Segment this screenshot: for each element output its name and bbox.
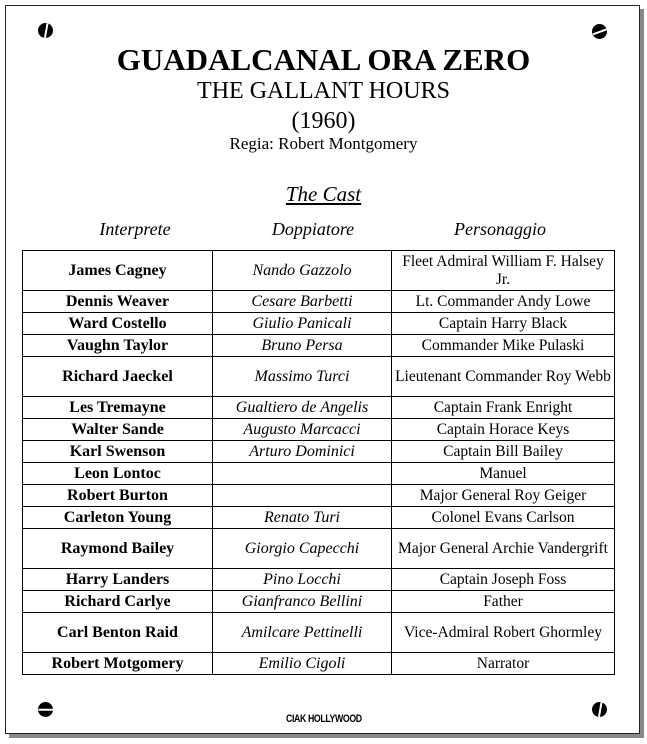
role-cell: Manuel: [392, 463, 615, 485]
table-row: [23, 441, 615, 463]
role-cell: Colonel Evans Carlson: [392, 507, 615, 529]
dubber-cell: Augusto Marcacci: [213, 419, 392, 441]
role-cell: Captain Joseph Foss: [392, 569, 615, 591]
dubber-cell: Massimo Turci: [213, 357, 392, 397]
dubber-cell: Arturo Dominici: [213, 441, 392, 463]
dubber-cell: Cesare Barbetti: [213, 291, 392, 313]
cast-heading: The Cast: [285, 182, 362, 206]
dubber-cell: Gianfranco Bellini: [213, 591, 392, 613]
table-row: [23, 251, 615, 291]
actor-cell: Ward Costello: [23, 313, 213, 335]
role-cell: Fleet Admiral William F. Halsey Jr.: [392, 251, 615, 291]
dubber-cell: Amilcare Pettinelli: [213, 613, 392, 653]
role-cell: Major General Archie Vandergrift: [392, 529, 615, 569]
year: (1960): [291, 108, 356, 134]
role-cell: Vice-Admiral Robert Ghormley: [392, 613, 615, 653]
dubber-cell: Giorgio Capecchi: [213, 529, 392, 569]
actor-cell: Richard Carlye: [23, 591, 213, 613]
table-row: [23, 485, 615, 507]
table-row: [23, 313, 615, 335]
table-row: [23, 397, 615, 419]
screw-icon: [592, 24, 607, 39]
dubber-cell: Gualtiero de Angelis: [213, 397, 392, 419]
dubber-cell: Giulio Panicali: [213, 313, 392, 335]
actor-cell: James Cagney: [23, 251, 213, 291]
column-header-doppiatore: Doppiatore: [271, 219, 355, 239]
role-cell: Captain Frank Enright: [392, 397, 615, 419]
table-row: [23, 613, 615, 653]
table-row: [23, 419, 615, 441]
column-header-personaggio: Personaggio: [454, 219, 546, 239]
actor-cell: Les Tremayne: [23, 397, 213, 419]
dubber-cell: Emilio Cigoli: [213, 653, 392, 675]
role-cell: Lieutenant Commander Roy Webb: [392, 357, 615, 397]
table-row: [23, 591, 615, 613]
table-row: [23, 529, 615, 569]
dubber-cell: Renato Turi: [213, 507, 392, 529]
actor-cell: Dennis Weaver: [23, 291, 213, 313]
actor-cell: Robert Burton: [23, 485, 213, 507]
role-cell: Commander Mike Pulaski: [392, 335, 615, 357]
column-header-interprete: Interprete: [99, 219, 171, 239]
actor-cell: Carl Benton Raid: [23, 613, 213, 653]
table-row: [23, 507, 615, 529]
actor-cell: Carleton Young: [23, 507, 213, 529]
screw-icon: [38, 702, 53, 717]
dubber-cell: [213, 463, 392, 485]
actor-cell: Karl Swenson: [23, 441, 213, 463]
actor-cell: Leon Lontoc: [23, 463, 213, 485]
dubber-cell: Bruno Persa: [213, 335, 392, 357]
role-cell: Narrator: [392, 653, 615, 675]
original-title: THE GALLANT HOURS: [197, 78, 450, 104]
actor-cell: Vaughn Taylor: [23, 335, 213, 357]
role-cell: Captain Harry Black: [392, 313, 615, 335]
actor-cell: Raymond Bailey: [23, 529, 213, 569]
logo: CIAK HOLLYWOOD: [286, 713, 362, 725]
table-row: [23, 569, 615, 591]
role-cell: Captain Horace Keys: [392, 419, 615, 441]
dubber-cell: Nando Gazzolo: [213, 251, 392, 291]
dubber-cell: [213, 485, 392, 507]
screw-icon: [592, 702, 607, 717]
screw-icon: [38, 23, 53, 38]
director: Regia: Robert Montgomery: [229, 134, 418, 153]
role-cell: Captain Bill Bailey: [392, 441, 615, 463]
table-row: [23, 291, 615, 313]
actor-cell: Richard Jaeckel: [23, 357, 213, 397]
actor-cell: Walter Sande: [23, 419, 213, 441]
actor-cell: Robert Motgomery: [23, 653, 213, 675]
role-cell: Major General Roy Geiger: [392, 485, 615, 507]
dubber-cell: Pino Locchi: [213, 569, 392, 591]
table-row: [23, 463, 615, 485]
cast-table: [22, 250, 615, 675]
title: GUADALCANAL ORA ZERO: [116, 42, 531, 77]
table-row: [23, 357, 615, 397]
actor-cell: Harry Landers: [23, 569, 213, 591]
table-row: [23, 653, 615, 675]
role-cell: Lt. Commander Andy Lowe: [392, 291, 615, 313]
table-row: [23, 335, 615, 357]
role-cell: Father: [392, 591, 615, 613]
